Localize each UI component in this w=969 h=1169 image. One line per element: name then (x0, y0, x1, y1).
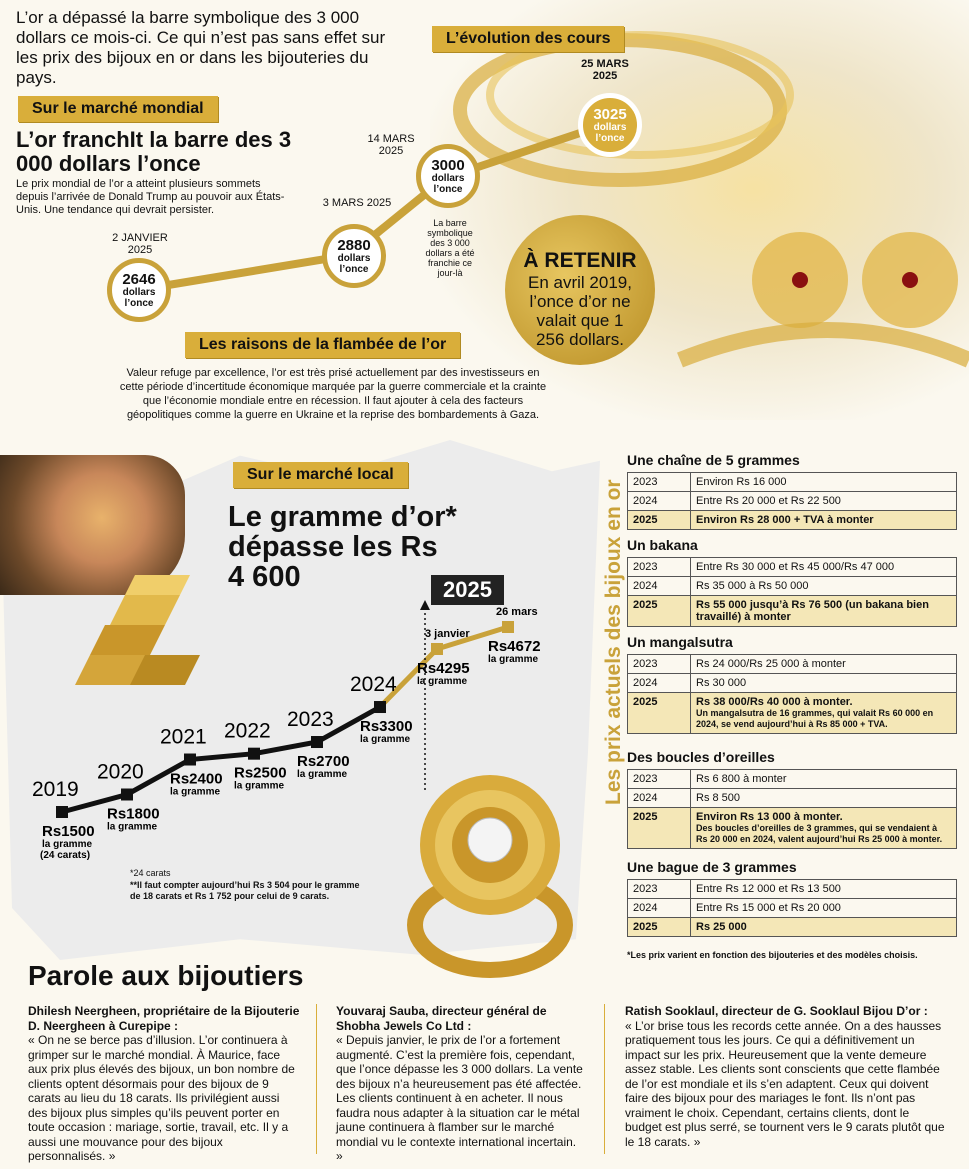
price-unit: la gramme (170, 786, 221, 798)
barre-note: La barre symbolique des 3 000 dollars a été franchie ce jour-là (425, 218, 475, 278)
cours-date-4: 25 MARS 2025 (581, 58, 629, 82)
year-cell: 2023 (628, 655, 691, 674)
price-table (627, 879, 957, 937)
tag-raisons: Les raisons de la flambée de l’or (185, 332, 460, 358)
parole-title: Parole aux bijoutiers (28, 960, 304, 991)
price-label: Rs1800 (107, 805, 160, 823)
year-cell: 2023 (628, 558, 691, 577)
year-cell: 2024 (628, 492, 691, 511)
tag-local: Sur le marché local (233, 462, 408, 488)
date-label: 3 janvier (425, 627, 470, 640)
cours-value: 2880 (337, 236, 371, 254)
price-cell (691, 655, 957, 674)
table-row (628, 789, 957, 808)
year-label: 2023 (287, 708, 334, 732)
local-title: Le gramme d’or* dépasse les Rs 4 600 (228, 501, 457, 593)
price-cell (691, 473, 957, 492)
price-point (431, 643, 443, 655)
year-cell: 2024 (628, 899, 691, 918)
year-label: 2022 (224, 719, 271, 743)
table-title: Un mangalsutra (627, 634, 733, 650)
price-value: Rs 30 000 (696, 677, 747, 689)
price-value: Rs 38 000/Rs 40 000 à monter. (696, 696, 853, 708)
price-unit: la gramme (417, 675, 468, 687)
table-title: Des boucles d’oreilles (627, 749, 775, 765)
price-unit: la gramme (488, 654, 539, 665)
price-table (627, 769, 957, 849)
retenir-text: En avril 2019, l’once d’or ne valait que 1 256 dollars. (528, 273, 632, 349)
date-label: 26 mars (496, 606, 538, 618)
quote-author: Youvaraj Sauba, directeur général de Shobha Jewels Co Ltd : (336, 1004, 547, 1033)
year-cell: 2025 (628, 596, 691, 627)
price-value: Rs 55 000 jusqu’à Rs 76 500 (un bakana bien travaillé) à monter (696, 599, 929, 623)
table-row (628, 558, 957, 577)
price-cell (691, 899, 957, 918)
table-row (628, 596, 957, 627)
price-unit: la gramme (42, 839, 93, 850)
year-cell: 2024 (628, 577, 691, 596)
tables-note: *Les prix varient en fonction des bijouteries et des modèles choisis. (627, 950, 918, 960)
table-row (628, 899, 957, 918)
price-label: Rs4295 (417, 659, 470, 677)
table-row (628, 473, 957, 492)
price-value: Entre Rs 30 000 et Rs 45 000/Rs 47 000 (696, 561, 895, 573)
year-cell: 2025 (628, 693, 691, 734)
price-table (627, 472, 957, 530)
cours-value: 3025 (593, 105, 627, 123)
price-value: Rs 35 000 à Rs 50 000 (696, 580, 809, 592)
price-label: Rs2500 (234, 764, 287, 782)
mondial-title: L’or franchIt la barre des 3 000 dollars l’once (16, 127, 292, 176)
footnote-1: *24 carats (130, 868, 171, 878)
cours-unit: dollars l’once (593, 121, 627, 144)
price-point (502, 621, 514, 633)
table-row (628, 918, 957, 937)
year-label: 2019 (32, 778, 79, 801)
price-value: Environ Rs 16 000 (696, 476, 787, 488)
price-value: Entre Rs 15 000 et Rs 20 000 (696, 902, 841, 914)
table-row (628, 808, 957, 849)
price-point (56, 806, 68, 818)
price-value: Environ Rs 13 000 à monter. (696, 811, 843, 823)
year-cell: 2025 (628, 511, 691, 530)
year-cell: 2025 (628, 808, 691, 849)
quote-text: « L’or brise tous les records cette année. On a des hausses pratiquement tous les jours. Ce qui a définitivement un impact sur les prix. Heureusement que la vente demeure assez stable. Les clients sont conscients que cette flambée de l’or est mondiale et ils s’en adaptent. Ceux qui doivent faire des bijoux pour des mariages le font. Ils n’ont pas vraiment le choix. Cependant, certains clients, dont le budget est plus serré, se tournent vers le 9 carats plutôt que le 18 carats. » (625, 1018, 945, 1149)
year-cell: 2023 (628, 770, 691, 789)
price-note: Un mangalsutra de 16 grammes, qui valait Rs 60 000 en 2024, se vend aujourd’hui à Rs 85 000 + TVA. (696, 708, 934, 729)
price-cell (691, 918, 957, 937)
price-cell (691, 789, 957, 808)
price-point (248, 748, 260, 760)
price-cell (691, 492, 957, 511)
diamond-ring-illustration (390, 760, 600, 980)
price-table (627, 557, 957, 627)
cours-date-3: 14 MARS 2025 (367, 133, 415, 157)
price-point (311, 736, 323, 748)
table-title: Un bakana (627, 537, 698, 553)
year-label: 2024 (350, 673, 397, 697)
price-value: Entre Rs 12 000 et Rs 13 500 (696, 883, 841, 895)
table-row (628, 655, 957, 674)
cours-date-2: 3 MARS 2025 (322, 197, 392, 209)
price-unit: la gramme (107, 821, 158, 833)
cours-value: 3000 (431, 156, 465, 174)
prix-title: Les prix actuels des bijoux en or (602, 479, 625, 805)
price-cell (691, 577, 957, 596)
price-cell (691, 558, 957, 577)
price-value: Entre Rs 20 000 et Rs 22 500 (696, 495, 841, 507)
year-cell: 2023 (628, 473, 691, 492)
year-label: 2021 (160, 725, 207, 749)
table-row (628, 674, 957, 693)
price-label: Rs2400 (170, 770, 223, 788)
price-unit: la gramme (234, 780, 285, 792)
quote-author: Dhilesh Neergheen, propriétaire de la Bijouterie D. Neergheen à Curepipe : (28, 1004, 300, 1033)
divider (316, 1004, 317, 1154)
year-badge-2025: 2025 (431, 575, 504, 605)
retenir-title: À RETENIR (523, 249, 637, 272)
price-cell (691, 596, 957, 627)
cours-unit: dollars l’once (122, 286, 156, 309)
price-value: Rs 6 800 à monter (696, 773, 787, 785)
price-point (121, 789, 133, 801)
year-cell: 2025 (628, 918, 691, 937)
quote-3 (625, 1004, 947, 1149)
table-row (628, 880, 957, 899)
tag-evolution: L’évolution des cours (432, 26, 624, 52)
quote-2 (336, 1004, 586, 1164)
price-cell (691, 674, 957, 693)
price-unit: la gramme (360, 734, 411, 746)
quote-1 (28, 1004, 300, 1164)
year-cell: 2024 (628, 789, 691, 808)
quote-author: Ratish Sooklaul, directeur de G. Sooklaul Bijou D’or : (625, 1004, 928, 1018)
price-value: Rs 8 500 (696, 792, 741, 804)
tag-mondial: Sur le marché mondial (18, 96, 218, 122)
price-label: Rs3300 (360, 718, 413, 736)
table-title: Une chaîne de 5 grammes (627, 452, 800, 468)
table-row (628, 511, 957, 530)
mondial-text: Le prix mondial de l’or a atteint plusieurs sommets depuis l’arrivée de Donald Trump au pouvoir aux États-Unis. Une tendance qui devrait persister. (16, 178, 285, 216)
year-cell: 2023 (628, 880, 691, 899)
price-point (374, 701, 386, 713)
table-title: Une bague de 3 grammes (627, 859, 797, 875)
quote-text: « Depuis janvier, le prix de l’or a fortement augmenté. C’est la première fois, cependant, que l’once dépasse les 3 000 dollars. La vente des bijoux n’a heureusement pas été affectée. Les clients continuent à en acheter. Il nous faudra nous adapter à la situation car le métal jaune continuera à flamber sur le marché mondial vu le contexte international incertain. » (336, 1033, 583, 1163)
year-cell: 2024 (628, 674, 691, 693)
price-unit-extra: (24 carats) (40, 850, 91, 861)
price-label: Rs2700 (297, 753, 350, 771)
cours-value: 2646 (122, 270, 156, 288)
price-point (184, 754, 196, 766)
price-value: Environ Rs 28 000 + TVA à monter (696, 514, 874, 526)
divider (604, 1004, 605, 1154)
footnote-2: **Il faut compter aujourd’hui Rs 3 504 pour le gramme de 18 carats et Rs 1 752 pour celui de 9 carats. (130, 880, 360, 901)
price-value: Rs 25 000 (696, 921, 747, 933)
price-label: Rs4672 (488, 638, 541, 655)
intro-text: L’or a dépassé la barre symbolique des 3 000 dollars ce mois-ci. Ce qui n’est pas sans effet sur les prix des bijoux en or dans les bijouteries du pays. (16, 8, 386, 87)
arrow-head (420, 600, 430, 610)
price-cell (691, 880, 957, 899)
table-row (628, 492, 957, 511)
cours-unit: dollars l’once (337, 252, 371, 275)
price-cell (691, 808, 957, 849)
cours-unit: dollars l’once (431, 172, 465, 195)
price-note: Des boucles d’oreilles de 3 grammes, qui se vendaient à Rs 20 000 en 2024, valent aujourd’hui Rs 25 000 à monter. (696, 823, 943, 844)
price-cell (691, 693, 957, 734)
price-label: Rs1500 (42, 823, 95, 840)
price-table (627, 654, 957, 734)
raisons-text: Valeur refuge par excellence, l’or est très prisé actuellement par des investisseurs en cette période d’incertitude économique marquée par la guerre commerciale et la crainte que l’économie mondiale entre en récession. Il faut ajouter à cela des facteurs géopolitiques comme la guerre en Ukraine et la reprise des bombardements à Gaza. (119, 367, 547, 421)
year-label: 2020 (97, 760, 144, 784)
price-cell (691, 511, 957, 530)
price-cell (691, 770, 957, 789)
table-row (628, 770, 957, 789)
quote-text: « On ne se berce pas d’illusion. L’or continuera à grimper sur le marché mondial. À Maurice, face aux prix plus élevés des bijoux, un bon nombre de clients optent désormais pour des bijoux de 9 carats au lieu du 18 carats. Ils privilégient aussi des bijoux plus simples qu’ils peuvent porter en toute occasion : mariage, sortie, travail, etc. Il y a aussi une mouvance pour des bijoux personnalisés. » (28, 1033, 295, 1163)
price-value: Rs 24 000/Rs 25 000 à monter (696, 658, 846, 670)
price-unit: la gramme (297, 769, 348, 781)
cours-date-1: 2 JANVIER 2025 (112, 232, 168, 256)
table-row (628, 577, 957, 596)
table-row (628, 693, 957, 734)
